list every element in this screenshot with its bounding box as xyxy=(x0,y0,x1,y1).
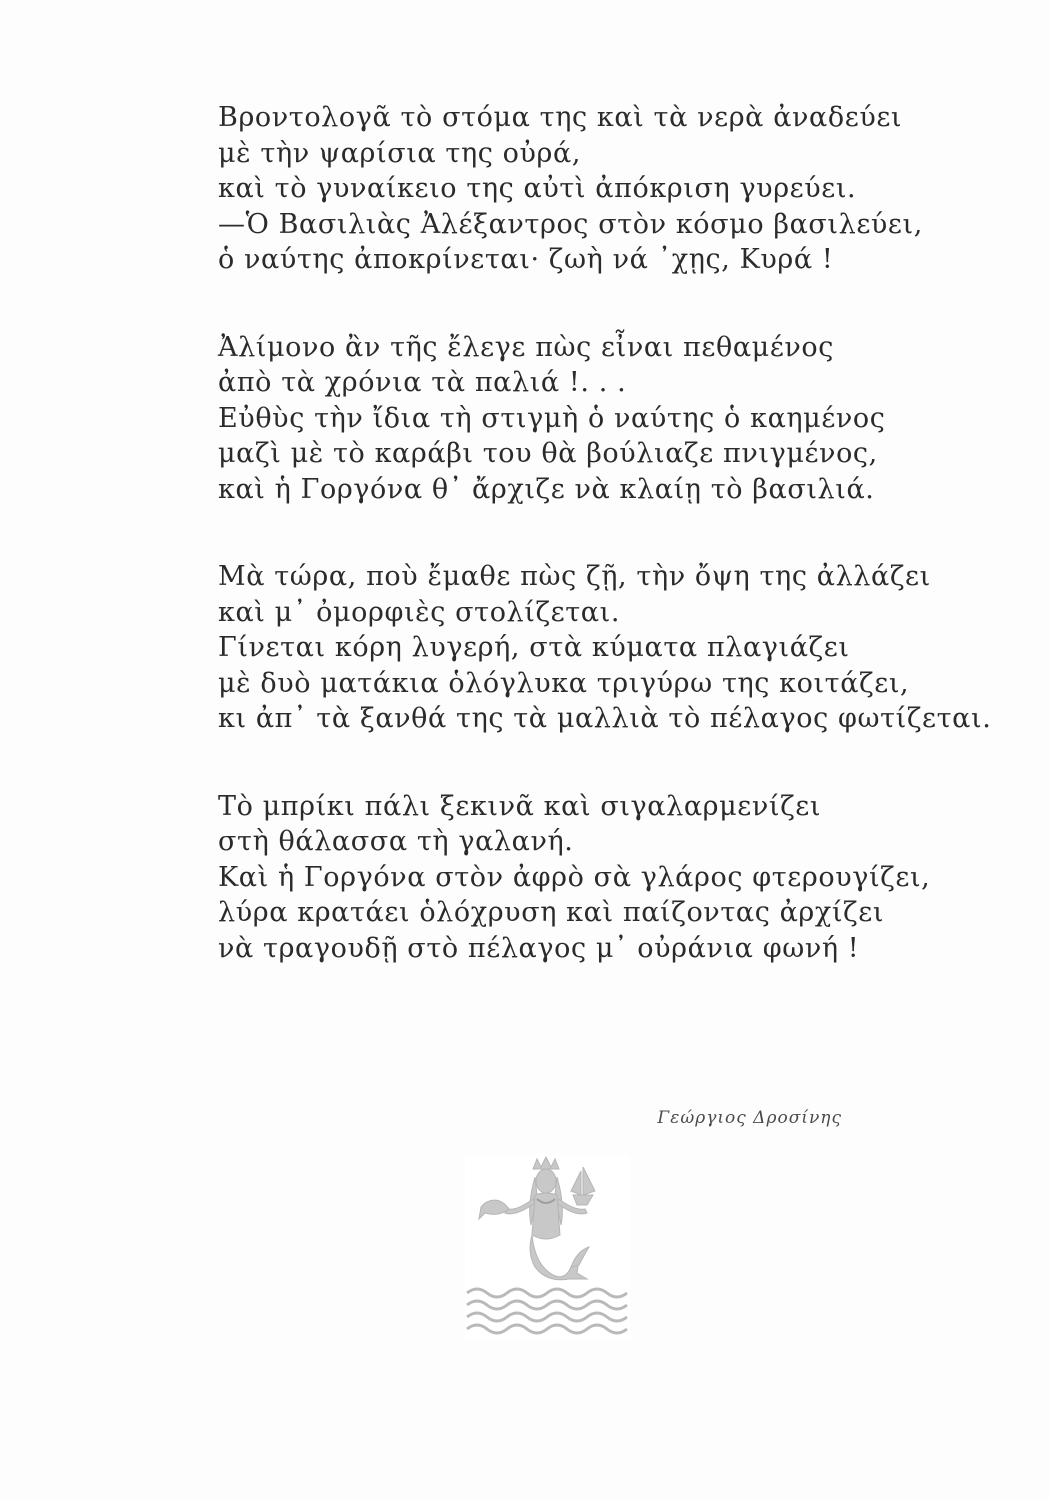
poem-line: —Ὁ Βασιλιὰς Ἀλέξαντρος στὸν κόσμο βασιλεύει, xyxy=(218,208,923,240)
poem-line: καὶ τὸ γυναίκειο της αὐτὶ ἀπόκριση γυρεύει. xyxy=(218,173,857,204)
stanza-3 xyxy=(218,559,1018,737)
poem-line: μὲ δυὸ ματάκια ὁλόγλυκα τριγύρω της κοιτάζει, xyxy=(218,667,910,699)
poem-line: Εὐθὺς τὴν ἴδια τὴ στιγμὴ ὁ ναύτης ὁ καημένος xyxy=(218,402,886,434)
poem-line: Καὶ ἡ Γοργόνα στὸν ἀφρὸ σὰ γλάρος φτερουγίζει, xyxy=(218,861,931,893)
poem-line: κι ἀπ᾽ τὰ ξανθά της τὰ μαλλιὰ τὸ πέλαγος φωτίζεται. xyxy=(218,703,992,734)
poem-line: νὰ τραγουδῇ στὸ πέλαγος μ᾽ οὐράνια φωνή ! xyxy=(218,932,860,964)
stanza-4 xyxy=(218,789,1018,967)
poem-line: λύρα κρατάει ὁλόχρυση καὶ παίζοντας ἀρχίζει xyxy=(218,897,885,928)
poem-line: μὲ τὴν ψαρίσια της οὐρά, xyxy=(218,137,582,169)
poem-line: μαζὶ μὲ τὸ καράβι του θὰ βούλιαζε πνιγμένος, xyxy=(218,438,878,469)
author-signature: Γεώργιος Δροσίνης xyxy=(657,1108,842,1128)
poem-line: Μὰ τώρα, ποὺ ἔμαθε πὼς ζῇ, τὴν ὄψη της ἀλλάζει xyxy=(218,561,931,592)
poem xyxy=(218,100,1018,1018)
poem-line: Ἀλίμονο ἂν τῆς ἔλεγε πὼς εἶναι πεθαμένος xyxy=(218,331,834,363)
stanza-2 xyxy=(218,330,1018,508)
poem-line: Τὸ μπρίκι πάλι ξεκινᾶ καὶ σιγαλαρμενίζει xyxy=(218,790,822,822)
poem-line: καὶ μ᾽ ὀμορφιὲς στολίζεται. xyxy=(218,596,621,628)
mermaid-emblem-icon xyxy=(465,1155,630,1340)
poem-line: Γίνεται κόρη λυγερή, στὰ κύματα πλαγιάζει xyxy=(218,632,850,663)
poem-line: ὁ ναύτης ἀποκρίνεται· ζωὴ νά ᾽χῃς, Κυρά ! xyxy=(218,244,834,275)
poem-line: ἀπὸ τὰ χρόνια τὰ παλιά !. . . xyxy=(218,367,627,398)
poem-line: στὴ θάλασσα τὴ γαλανή. xyxy=(218,826,574,857)
poem-line: καὶ ἡ Γοργόνα θ᾽ ἄρχιζε νὰ κλαίῃ τὸ βασιλιά. xyxy=(218,473,875,505)
stanza-1 xyxy=(218,100,1018,278)
poem-line: Βροντολογᾶ τὸ στόμα της καὶ τὰ νερὰ ἀναδεύει xyxy=(218,102,903,133)
